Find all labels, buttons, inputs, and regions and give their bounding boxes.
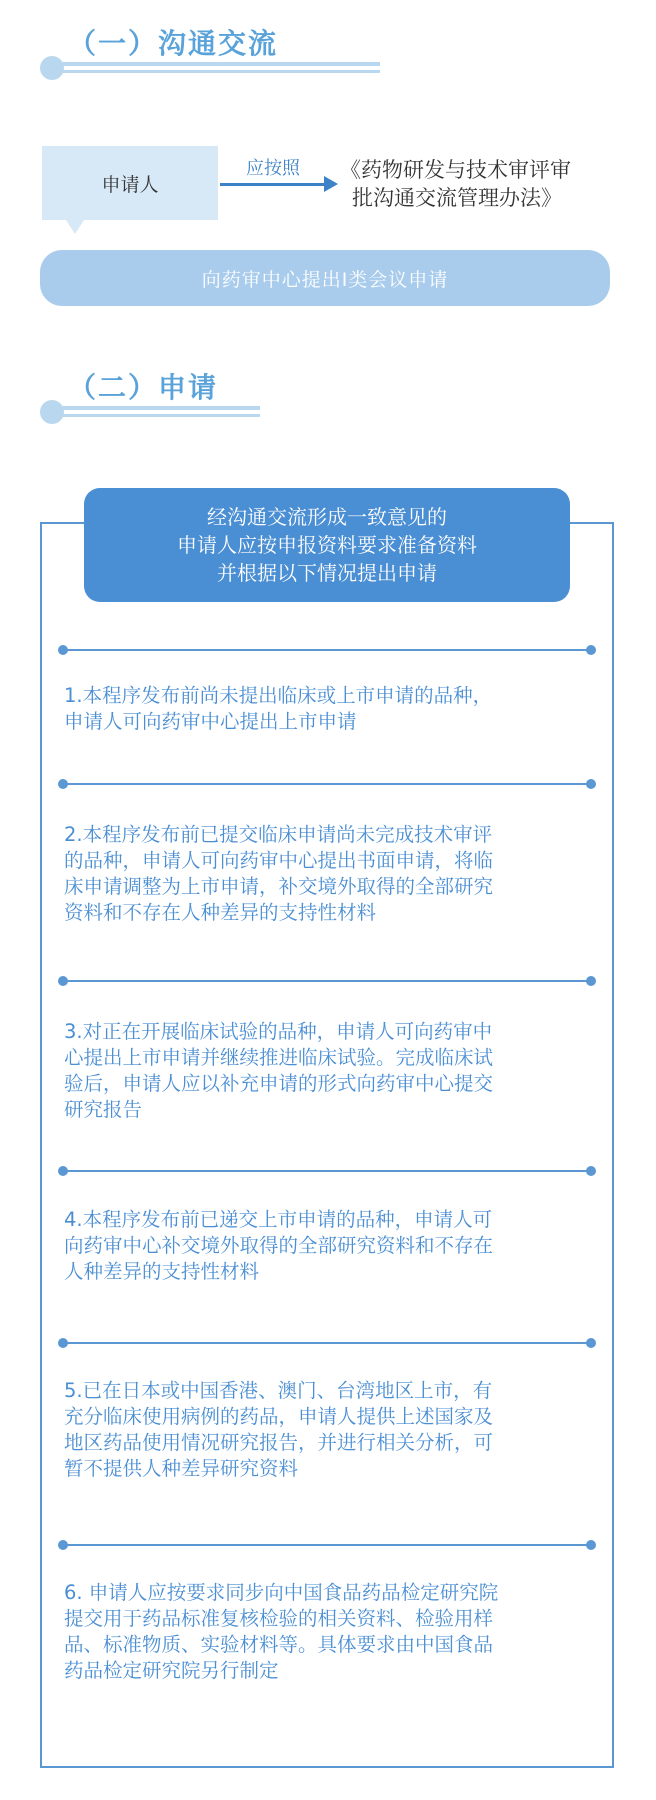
meeting-request-pill (40, 250, 610, 306)
regulation-title-line2: 批沟通交流管理办法》 (352, 186, 562, 210)
arrow-label: 应按照 (246, 158, 300, 179)
item-separator (58, 1540, 596, 1550)
list-item-6: 6. 申请人应按要求同步向中国食品药品检定研究院 提交用于药品标准复核检验的相关资料、检验用样 品、标准物质、实验材料等。具体要求由中国食品 药品检定研究院另行制定 (64, 1581, 499, 1682)
header-line-3: 并根据以下情况提出申请 (217, 561, 437, 585)
list-item-1: 1.本程序发布前尚未提出临床或上市申请的品种， 申请人可向药审中心提出上市申请 (64, 684, 493, 733)
arrow-right-icon (324, 176, 338, 192)
item-separator (58, 976, 596, 986)
header-line-1: 经沟通交流形成一致意见的 (207, 505, 447, 529)
item-separator (58, 779, 596, 789)
applicant-box-tail (66, 220, 84, 234)
header-line-2: 申请人应按申报资料要求准备资料 (177, 533, 477, 557)
section-title-underline (40, 56, 380, 78)
list-item-3: 3.对正在开展临床试验的品种，申请人可向药审中 心提出上市申请并继续推进临床试验。完成临床试 验后，申请人应以补充申请的形式向药审中心提交 研究报告 (64, 1020, 494, 1121)
applicant-label: 申请人 (101, 173, 159, 196)
meeting-request-label: 向药审中心提出Ⅰ类会议申请 (201, 268, 449, 291)
section-title-underline-2 (40, 400, 260, 422)
item-separator (58, 1338, 596, 1348)
list-item-4: 4.本程序发布前已递交上市申请的品种，申请人可 向药审中心补交境外取得的全部研究资料和不存在 人种差异的支持性材料 (64, 1208, 494, 1283)
list-item-5: 5.已在日本或中国香港、澳门、台湾地区上市，有 充分临床使用病例的药品，申请人提供上述国家及 地区药品使用情况研究报告，并进行相关分析，可 暂不提供人种差异研究资料 (64, 1379, 494, 1480)
list-item-2: 2.本程序发布前已提交临床申请尚未完成技术审评 的品种，申请人可向药审中心提出书面申请，将临 床申请调整为上市申请，补交境外取得的全部研究 资料和不存在人种差异的支持性材料 (64, 823, 494, 924)
applicant-box (42, 146, 218, 220)
arrow-line (220, 183, 326, 186)
application-header-box (84, 488, 570, 602)
regulation-title-line1: 《药物研发与技术审评审 (340, 158, 571, 182)
item-separator (58, 1166, 596, 1176)
section-title-application: （二）申请 (68, 371, 219, 404)
regulation-title (340, 156, 630, 212)
section-title-communication: （一）沟通交流 (68, 27, 279, 60)
item-separator (58, 645, 596, 655)
